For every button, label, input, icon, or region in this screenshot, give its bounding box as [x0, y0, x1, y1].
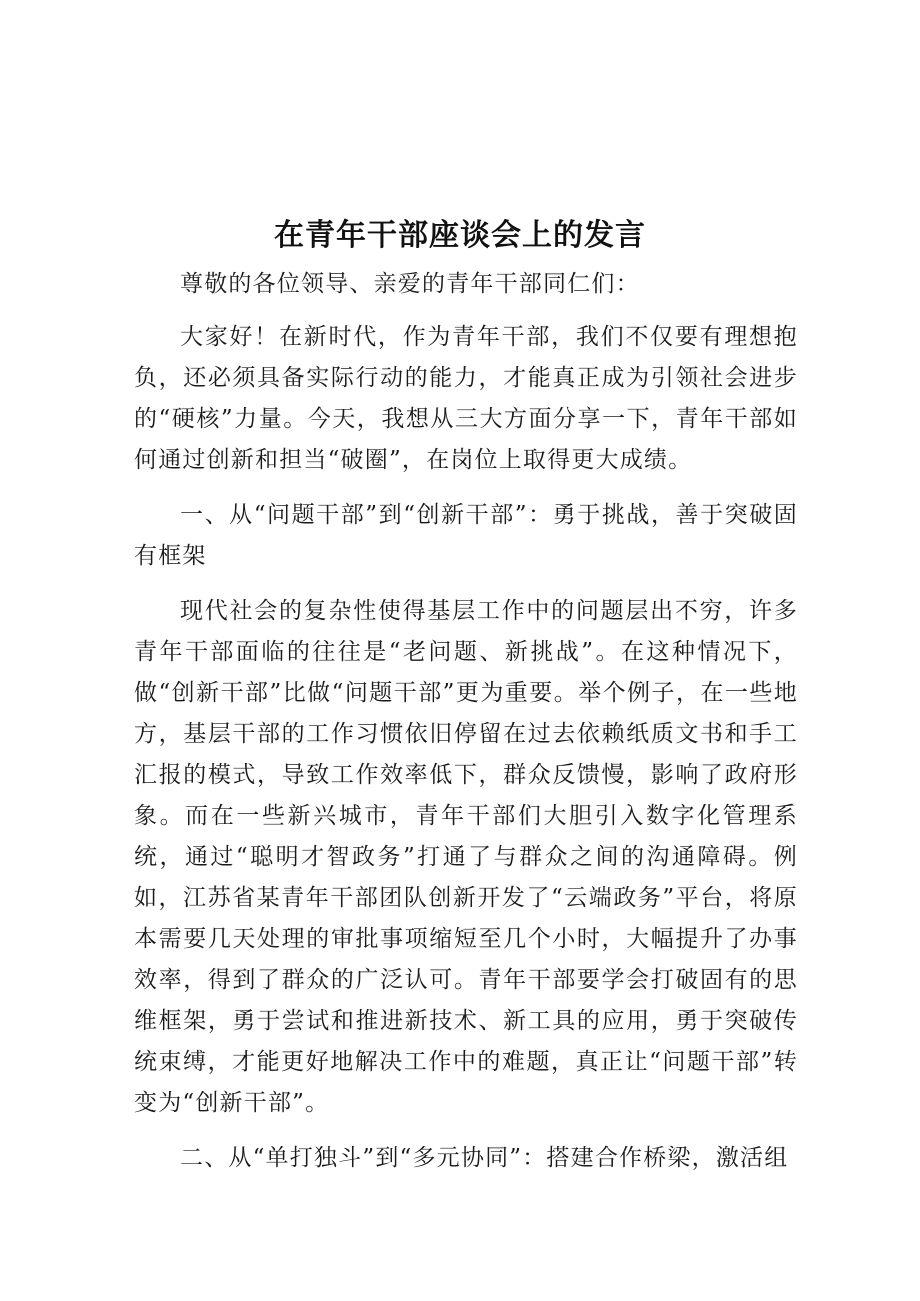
paragraph-section-one: 现代社会的复杂性使得基层工作中的问题层出不穷，许多青年干部面临的往往是“老问题、新挑战”。在这种情况下，做“创新干部”比做“问题干部”更为重要。举个例子，在一些地方，基层干部的工作习惯依旧停留在过去依赖纸质文书和手工汇报的模式，导致工作效率低下，群众反馈慢，影响了政府形象。而在一些新兴城市，青年干部们大胆引入数字化管理系统，通过“聪明才智政务”打通了与群众之间的沟通障碍。例如，江苏省某青年干部团队创新开发了“云端政务”平台，将原本需要几天处理的审批事项缩短至几个小时，大幅提升了办事效率，得到了群众的广泛认可。青年干部要学会打破固有的思维框架，勇于尝试和推进新技术、新工具的应用，勇于突破传统束缚，才能更好地解决工作中的难题，真正让“问题干部”转变为“创新干部”。: [134, 598, 798, 1116]
salutation: 尊敬的各位领导、亲爱的青年干部同仁们：: [180, 271, 640, 297]
section-heading-one: 一、从“问题干部”到“创新干部”：勇于挑战，善于突破固有框架: [134, 502, 798, 569]
document-title: 在青年干部座谈会上的发言: [274, 218, 646, 253]
document-body: [134, 264, 798, 1193]
section-heading-two: 二、从“单打独斗”到“多元协同”：搭建合作桥梁，激活组: [180, 1145, 789, 1171]
paragraph-greeting: 大家好！在新时代，作为青年干部，我们不仅要有理想抱负，还必须具备实际行动的能力，才能真正成为引领社会进步的“硬核”力量。今天，我想从三大方面分享一下，青年干部如何通过创新和担当“破圈”，在岗位上取得更大成绩。: [134, 324, 798, 473]
